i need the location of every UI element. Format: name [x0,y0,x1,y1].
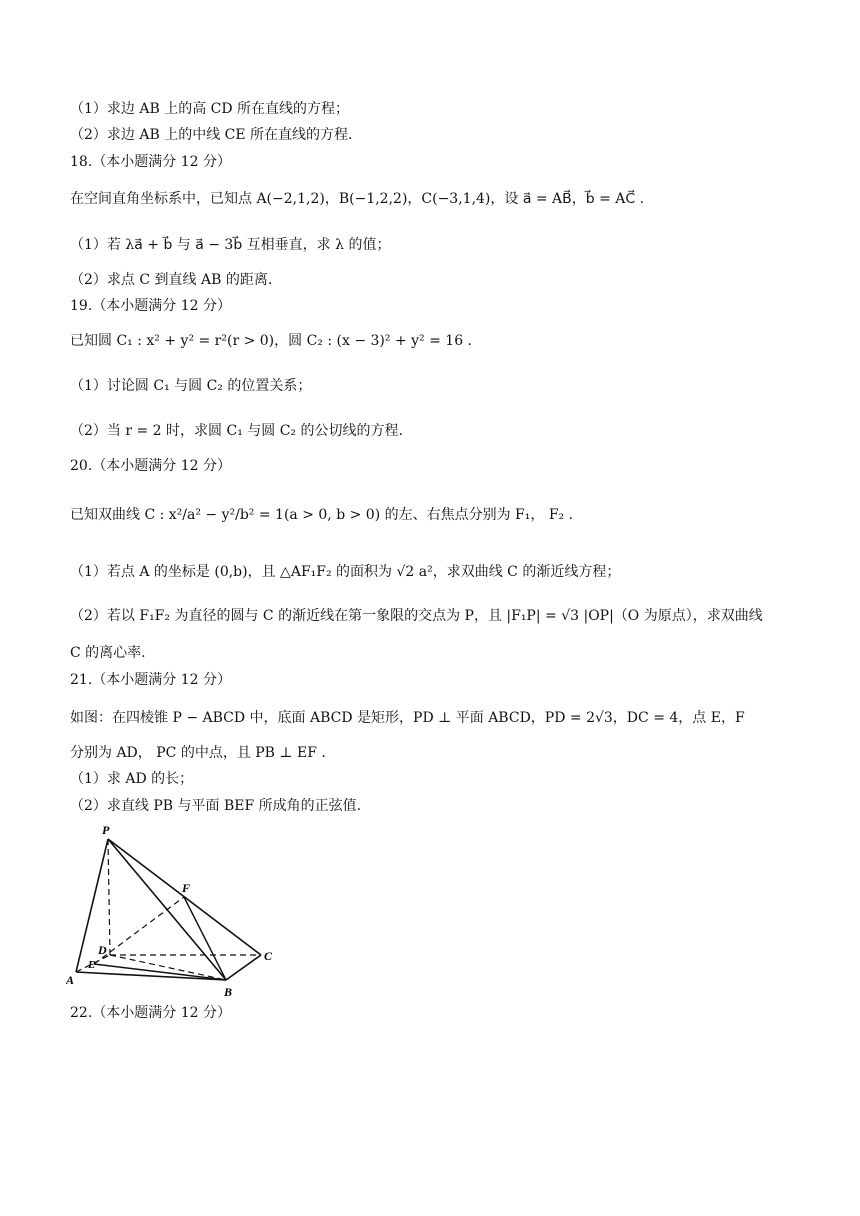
q22-heading: 22.（本小题满分 12 分） [70,1005,231,1021]
q18-part2: （2）求点 C 到直线 AB 的距离. [70,272,273,288]
q20-stem: 已知双曲线 C : x²/a² − y²/b² = 1(a > 0, b > 0) 的左、右焦点分别为 F₁， F₂ . [70,507,574,523]
q19-heading: 19.（本小题满分 12 分） [70,298,231,314]
q20-heading: 20.（本小题满分 12 分） [70,458,231,474]
pyramid-figure [66,822,286,1002]
q21-part2: （2）求直线 PB 与平面 BEF 所成角的正弦值. [70,798,362,814]
label-P: P [102,823,110,837]
q19-part1: （1）讨论圆 C₁ 与圆 C₂ 的位置关系； [70,378,312,394]
q20-part2-line1: （2）若以 F₁F₂ 为直径的圆与 C 的渐近线在第一象限的交点为 P，且 |F₁P| = √3 |OP|（O 为原点），求双曲线 [70,608,763,624]
q17-part1: （1）求边 AB 上的高 CD 所在直线的方程； [70,101,350,117]
q21-part1: （1）求 AD 的长； [70,771,194,787]
q18-part1: （1）若 λa⃗ + b⃗ 与 a⃗ − 3b⃗ 互相垂直，求 λ 的值； [70,237,391,253]
q17-part2: （2）求边 AB 上的中线 CE 所在直线的方程. [70,127,353,143]
label-F: F [182,881,191,895]
q18-stem: 在空间直角坐标系中，已知点 A(−2,1,2)，B(−1,2,2)，C(−3,1,4)，设 a⃗ = AB⃗，b⃗ = AC⃗ . [70,191,645,207]
q18-heading: 18.（本小题满分 12 分） [70,154,231,170]
label-B: B [224,985,233,999]
q19-part2: （2）当 r = 2 时，求圆 C₁ 与圆 C₂ 的公切线的方程. [70,423,403,439]
q21-heading: 21.（本小题满分 12 分） [70,672,231,688]
label-E: E [88,959,96,971]
q20-part2-line2: C 的离心率. [70,645,146,661]
q20-part1: （1）若点 A 的坐标是 (0,b)，且 △AF₁F₂ 的面积为 √2 a²，求双曲线 C 的渐近线方程； [70,564,621,580]
label-C: C [264,949,273,963]
label-D: D [98,943,107,957]
q21-stem-line1: 如图：在四棱锥 P − ABCD 中，底面 ABCD 是矩形，PD ⊥ 平面 ABCD，PD = 2√3，DC = 4，点 E，F [70,710,745,726]
q19-stem: 已知圆 C₁ : x² + y² = r²(r > 0)，圆 C₂ : (x − 3)² + y² = 16 . [70,333,473,349]
label-A: A [66,973,75,987]
q21-stem-line2: 分别为 AD， PC 的中点，且 PB ⊥ EF . [70,745,326,761]
